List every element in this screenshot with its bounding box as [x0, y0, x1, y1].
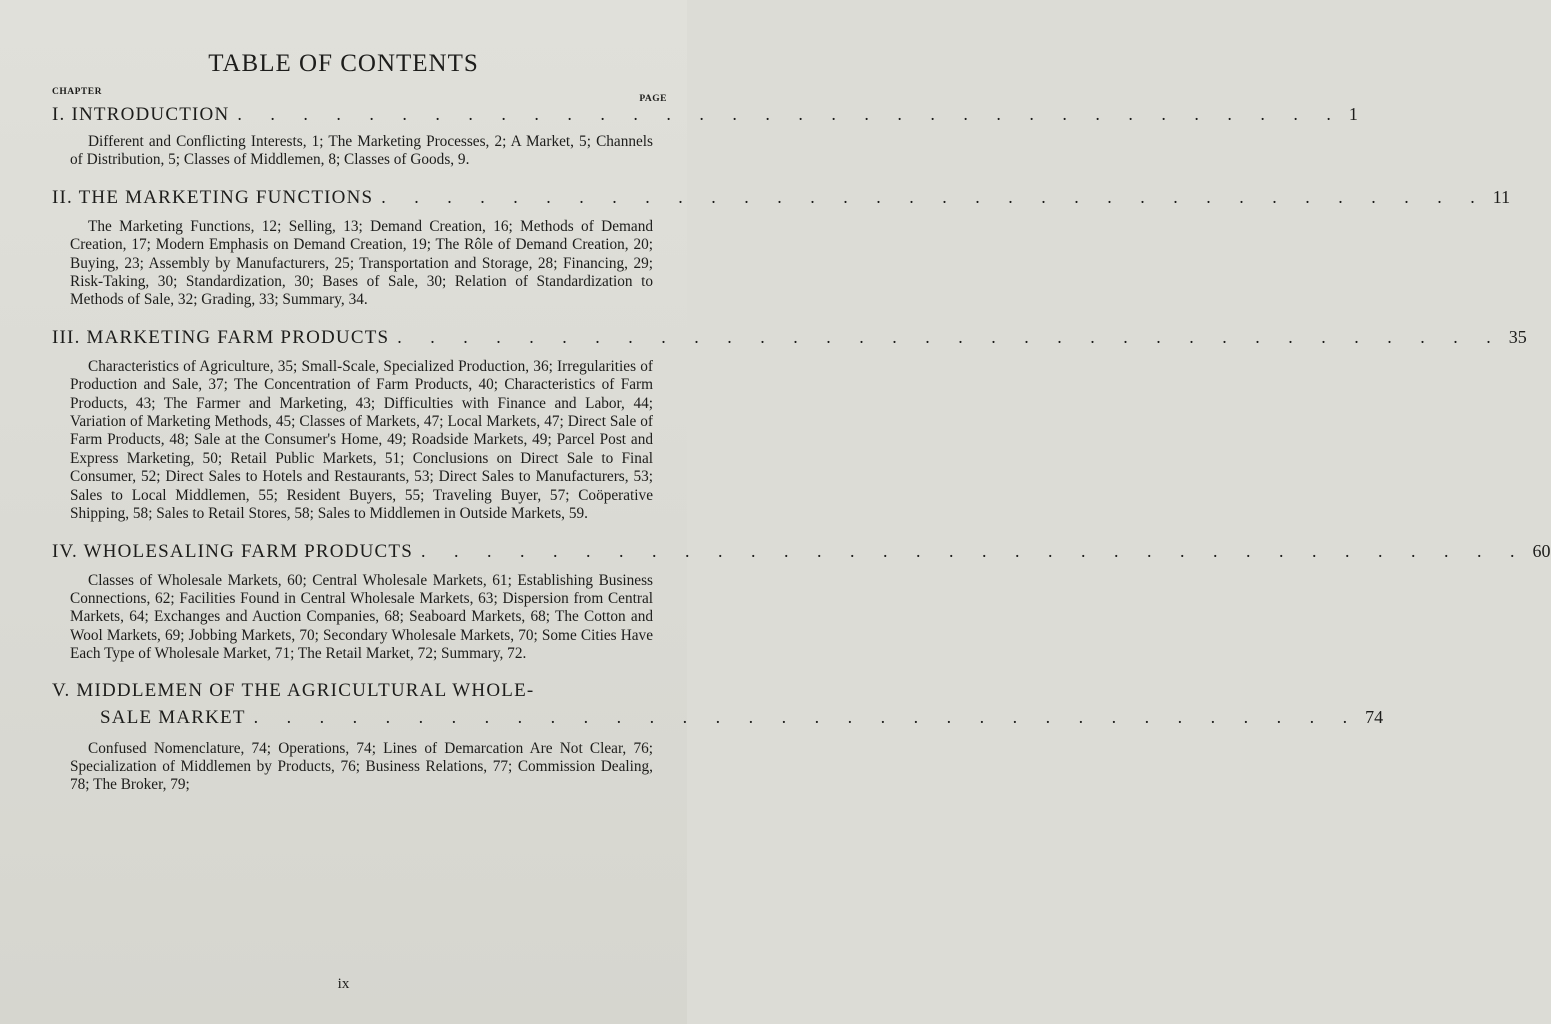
chapter-title: INTRODUCTION [71, 104, 230, 125]
chapter-page-number: 1 [1348, 104, 1358, 124]
page-column-header: PAGE [639, 94, 667, 104]
toc-entry-chapter-4 [52, 538, 1551, 664]
chapter-number: V. [52, 679, 71, 701]
chapter-number: IV. [52, 540, 78, 562]
chapter-title-line-1: MIDDLEMEN OF THE AGRICULTURAL WHOLE- [76, 679, 535, 701]
dot-leader: . . . . . . . . . . . . . . . . . . . . . . . . . . . . . . . . . . [397, 326, 1503, 347]
chapter-summary: Characteristics of Agriculture, 35; Small-Scale, Specialized Production, 36; Irregularities of Production and Sale, 37; The Concentration of Farm Products, 40; Characteristics of Farm Products, 43; The Farmer and Marketing, 43; Difficulties with Finance and Labor, 44; Variation of Marketing Methods, 45; Classes of Markets, 47; Local Markets, 47; Direct Sale of Farm Products, 48; Sale at the Consumer's Home, 49; Roadside Markets, 49; Parcel Post and Express Marketing, 50; Retail Public Markets, 51; Conclusions on Direct Sale to Final Consumer, 52; Direct Sales to Hotels and Restaurants, 53; Direct Sales to Manufacturers, 53; Sales to Local Middlemen, 55; Resident Buyers, 55; Traveling Buyer, 57; Coöperative Shipping, 58; Sales to Retail Stores, 58; Sales to Middlemen in Outside Markets, 59. [70, 357, 653, 523]
chapter-heading [52, 678, 667, 704]
chapter-summary: Confused Nomenclature, 74; Operations, 74; Lines of Demarcation Are Not Clear, 76; Specialization of Middlemen by Products, 76; Business Relations, 77; Commission Dealing, 78; The Broker, 79; [70, 739, 653, 794]
page-folio: ix [337, 976, 350, 992]
toc-entry-chapter-3 [52, 324, 1527, 524]
table-of-contents [52, 101, 1551, 795]
chapter-page-number: 60 [1532, 540, 1551, 561]
page-title: TABLE OF CONTENTS [208, 50, 479, 77]
chapter-number: I. [52, 104, 66, 125]
toc-entry-chapter-1 [52, 101, 1358, 170]
chapter-title: MARKETING FARM PRODUCTS [86, 326, 390, 348]
dot-leader: . . . . . . . . . . . . . . . . . . . . . . . . . . . . . . . . . . [421, 540, 1527, 561]
chapter-summary: Different and Conflicting Interests, 1; The Marketing Processes, 2; A Market, 5; Channels of Distribution, 5; Classes of Middlemen, 8; Classes of Goods, 9. [70, 133, 653, 169]
toc-entry-chapter-5 [52, 678, 1384, 795]
chapter-heading [52, 324, 1527, 351]
toc-entry-chapter-2 [52, 184, 1511, 310]
chapter-summary: The Marketing Functions, 12; Selling, 13; Demand Creation, 16; Methods of Demand Creation, 17; Modern Emphasis on Demand Creation, 19; The Rôle of Demand Creation, 20; Buying, 23; Assembly by Manufacturers, 25; Transportation and Storage, 28; Financing, 29; Risk-Taking, 30; Standardization, 30; Bases of Sale, 30; Relation of Standardization to Methods of Sale, 32; Grading, 33; Summary, 34. [70, 217, 653, 309]
chapter-heading [52, 101, 1358, 128]
chapter-title: THE MARKETING FUNCTIONS [78, 186, 374, 208]
dot-leader: . . . . . . . . . . . . . . . . . . . . . . . . . . . . . . . . . . [237, 104, 1343, 124]
chapter-heading [52, 184, 1511, 211]
dot-leader: . . . . . . . . . . . . . . . . . . . . . . . . . . . . . . . . . . [381, 186, 1487, 207]
dot-leader: . . . . . . . . . . . . . . . . . . . . . . . . . . . . . . . . . . [253, 706, 1360, 727]
chapter-number: II. [52, 186, 74, 208]
chapter-page-number: 35 [1508, 326, 1527, 347]
chapter-page-number: 74 [1365, 706, 1384, 727]
chapter-title: WHOLESALING FARM PRODUCTS [83, 540, 414, 562]
chapter-column-header: CHAPTER [52, 87, 102, 97]
chapter-heading [52, 538, 1551, 565]
chapter-title-line-2: SALE MARKET [100, 706, 246, 728]
chapter-summary: Classes of Wholesale Markets, 60; Central Wholesale Markets, 61; Establishing Business Connections, 62; Facilities Found in Central Wholesale Markets, 63; Dispersion from Central Markets, 64; Exchanges and Auction Companies, 68; Seaboard Markets, 68; The Cotton and Wool Markets, 69; Jobbing Markets, 70; Secondary Wholesale Markets, 70; Some Cities Have Each Type of Wholesale Market, 71; The Retail Market, 72; Summary, 72. [70, 571, 653, 663]
chapter-heading-continued [100, 704, 1384, 731]
chapter-page-number: 11 [1492, 186, 1511, 207]
chapter-number: III. [52, 326, 81, 348]
